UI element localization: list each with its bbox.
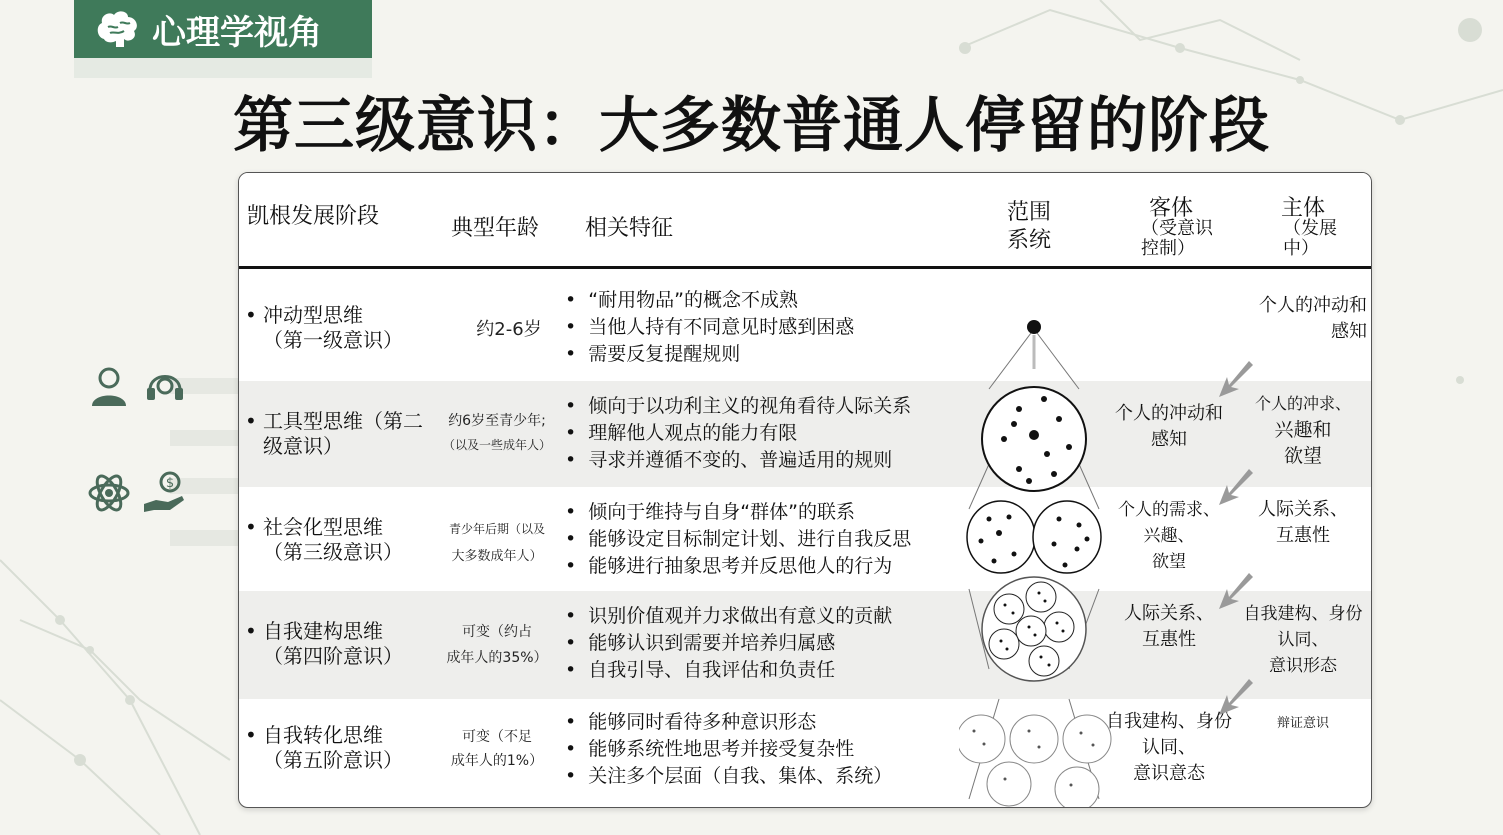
table-row: [239, 699, 1371, 807]
down-left-arrow-icon: [1215, 359, 1255, 399]
brain-icon: [94, 9, 142, 49]
object-line: 兴趣、: [1143, 526, 1195, 546]
feature-item: • 能够进行抽象思考并反思他人的行为: [565, 555, 893, 577]
table-row: [239, 269, 1371, 381]
age-cell: [433, 619, 561, 671]
age-line: 青少年后期（以及: [448, 522, 545, 536]
individual-node-icon: [1027, 320, 1041, 334]
bullet: •: [245, 409, 257, 433]
header-age: 典型年龄: [451, 216, 540, 241]
feature-item: • 倾向于以功利主义的视角看待人际关系: [565, 395, 912, 417]
age-line: 约6岁至青少年;: [448, 413, 546, 429]
object-line: 个人的冲动和: [1115, 403, 1223, 424]
subject-cell: [1239, 391, 1367, 469]
bullet: •: [245, 303, 257, 327]
feature-item: • 能够认识到需要并培养归属感: [565, 632, 836, 654]
subject-line: 人际关系、: [1258, 499, 1348, 520]
kegan-stage-table: [238, 172, 1372, 808]
object-line: 感知: [1151, 429, 1187, 450]
object-line: 自我建构、身份: [1106, 711, 1232, 732]
section-badge: [74, 0, 372, 58]
stage-cell: [245, 619, 403, 669]
features-cell: [565, 709, 892, 790]
scope-system-diagram: [959, 269, 1129, 807]
feature-item: • 关注多个层面（自我、集体、系统）: [565, 765, 893, 787]
subject-cell: 辩证意识: [1276, 716, 1329, 731]
object-line: 认同、: [1142, 737, 1196, 758]
feature-item: • 需要反复提醒规则: [565, 343, 741, 365]
stage-name: 自我建构思维: [263, 619, 383, 643]
header-scope-line1: 范围: [1007, 200, 1052, 225]
header-features: 相关特征: [585, 216, 674, 241]
bullet: •: [245, 515, 257, 539]
atom-gear-icon: [86, 470, 132, 516]
subject-cell: [1239, 293, 1367, 345]
stage-level: （第四阶意识）: [263, 644, 403, 668]
subject-cell: [1239, 497, 1367, 549]
features-cell: [565, 603, 892, 684]
stage-name: 社会化型思维: [263, 515, 383, 539]
object-line: 意识意态: [1133, 763, 1205, 784]
feature-item: • 自我引导、自我评估和负责任: [565, 659, 836, 681]
feature-item: • 识别价值观并力求做出有意义的贡献: [565, 605, 893, 627]
feature-item: • “耐用物品”的概念不成熟: [565, 289, 798, 311]
blurred-corner: [1219, 743, 1339, 803]
age-cell: [433, 515, 561, 571]
side-icon-group: [82, 360, 242, 540]
subject-cell: [1239, 601, 1367, 679]
features-cell: [565, 287, 854, 368]
feature-item: • 能够设定目标制定计划、进行自我反思: [565, 528, 912, 550]
subject-line: 欲望: [1283, 445, 1322, 467]
subject-line: 个人的冲求、: [1254, 394, 1351, 413]
subject-line: 互惠性: [1276, 525, 1330, 546]
page-title: 第三级意识：大多数普通人停留的阶段: [233, 91, 1270, 161]
header-object-sub2: 控制）: [1141, 238, 1195, 259]
age-line: 可变（不足: [462, 729, 532, 745]
age-line: 成年人的35%）: [446, 650, 548, 666]
stage-level: （第一级意识）: [263, 328, 403, 352]
header-subject-sub1: （发展: [1283, 218, 1337, 239]
bullet: •: [245, 619, 257, 643]
header-object-sub1: （受意识: [1141, 218, 1213, 239]
stage-cell: [245, 303, 403, 353]
stage-name: 工具型思维（第二: [263, 409, 423, 433]
age-line: 可变（约占: [462, 624, 532, 640]
object-line: 欲望: [1152, 552, 1186, 572]
subject-line: 意识形态: [1269, 656, 1337, 676]
stage-name: 自我转化思维: [263, 723, 383, 747]
age-line: （以及一些成年人）: [442, 438, 551, 452]
badge-shadow: [74, 58, 372, 78]
age-cell: [433, 725, 561, 773]
stage-level: （第三级意识）: [263, 540, 403, 564]
object-line: 人际关系、: [1124, 603, 1214, 624]
stage-level: 级意识）: [263, 434, 343, 458]
header-stage: 凯根发展阶段: [247, 204, 380, 229]
object-line: 个人的需求、: [1118, 500, 1220, 520]
age-line: 成年人的1%）: [450, 753, 544, 769]
feature-item: • 理解他人观点的能力有限: [565, 422, 798, 444]
money-hand-icon: [142, 470, 188, 516]
subject-line: 感知: [1331, 321, 1367, 342]
feature-item: • 当他人持有不同意见时感到困惑: [565, 316, 855, 338]
table-row: [239, 591, 1371, 699]
header-subject: 主体: [1281, 196, 1326, 221]
bullet: •: [245, 723, 257, 747]
subject-line: 自我建构、身份: [1243, 604, 1363, 624]
subject-line: 兴趣和: [1274, 419, 1332, 441]
feature-item: • 寻求并遵循不变的、普遍适用的规则: [565, 449, 893, 471]
down-left-arrow-icon: [1215, 467, 1255, 507]
stage-cell: [245, 723, 403, 773]
stage-level: （第五阶意识）: [263, 748, 403, 772]
features-cell: [565, 499, 911, 580]
subject-line: 个人的冲动和: [1259, 295, 1367, 316]
table-row: [239, 487, 1371, 591]
subject-line: 认同、: [1277, 630, 1329, 650]
features-cell: [565, 393, 911, 474]
headset-icon: [142, 364, 188, 410]
user-icon: [86, 364, 132, 410]
age-cell: [433, 409, 561, 457]
header-subject-sub2: 中）: [1283, 238, 1319, 259]
down-left-arrow-icon: [1215, 571, 1255, 611]
feature-item: • 倾向于维持与自身“群体”的联系: [565, 501, 855, 523]
feature-item: • 能够系统性地思考并接受复杂性: [565, 738, 855, 760]
table-row: [239, 381, 1371, 487]
table-header: [239, 173, 1371, 267]
badge-label: 心理学视角: [152, 12, 322, 53]
down-left-arrow-icon: [1215, 677, 1255, 717]
stage-cell: [245, 515, 403, 565]
header-scope-line2: 系统: [1007, 228, 1052, 253]
object-line: 互惠性: [1142, 629, 1196, 650]
stage-cell: [245, 409, 423, 459]
age-cell: 约2-6岁: [476, 319, 542, 340]
feature-item: • 能够同时看待多种意识形态: [565, 711, 817, 733]
svg-text:$: $: [165, 476, 175, 491]
stage-name: 冲动型思维: [263, 303, 363, 327]
age-line: 大多数成年人）: [451, 549, 543, 564]
header-object: 客体: [1149, 196, 1194, 221]
